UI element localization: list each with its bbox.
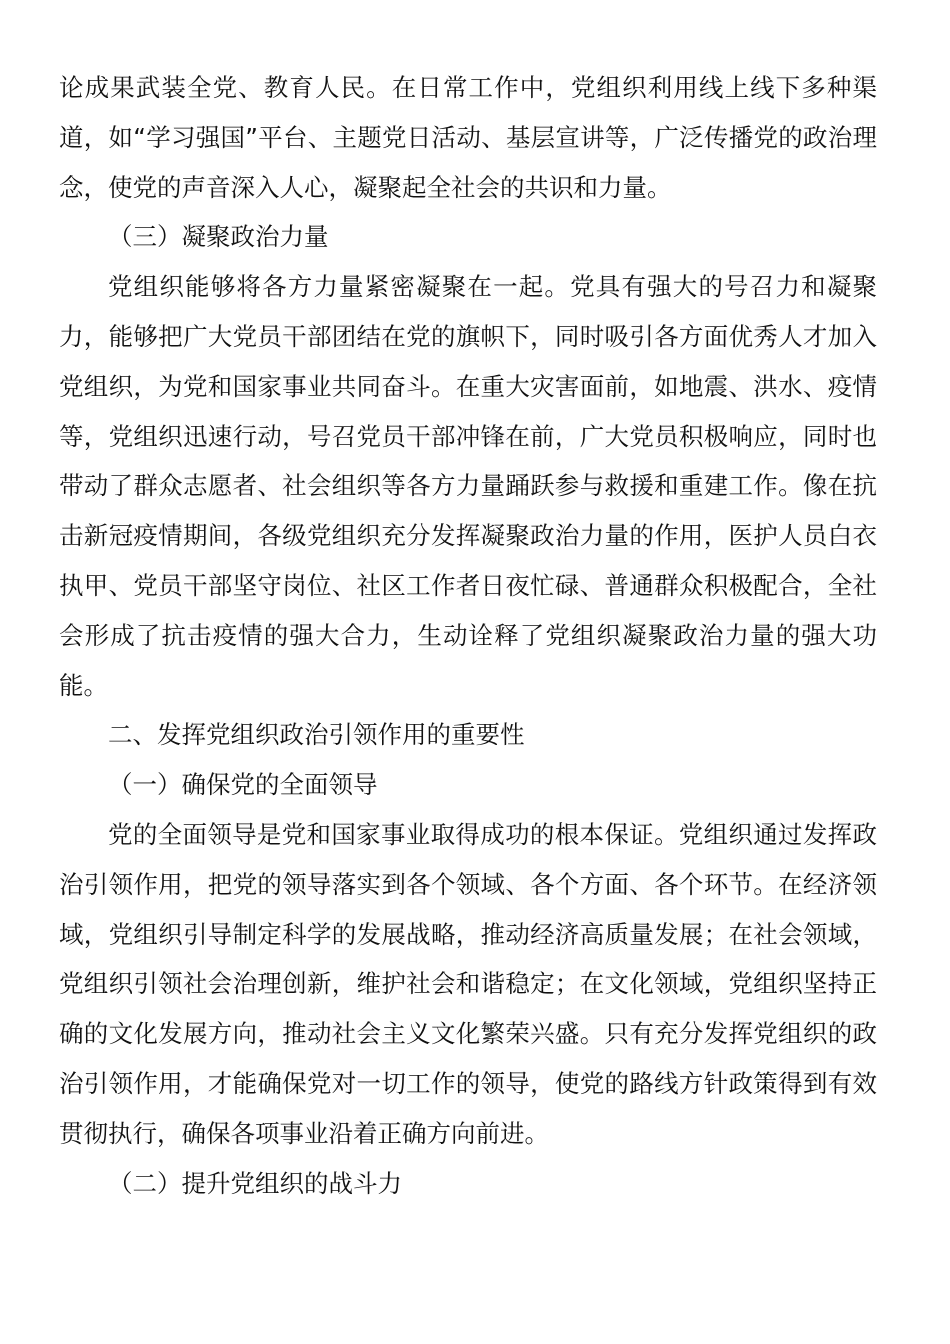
paragraph-unite-political-strength: 党组织能够将各方力量紧密凝聚在一起。党具有强大的号召力和凝聚力，能够把广大党员干部团结在党的旗帜下，同时吸引各方面优秀人才加入党组织，为党和国家事业共同奋斗。在重大灾害面前，如地震、洪水、疫情等，党组织迅速行动，号召党员干部冲锋在前，广大党员积极响应，同时也带动了群众志愿者、社会组织等各方力量踊跃参与救援和重建工作。像在抗击新冠疫情期间，各级党组织充分发挥凝聚政治力量的作用，医护人员白衣执甲、党员干部坚守岗位、社区工作者日夜忙碌、普通群众积极配合，全社会形成了抗击疫情的强大合力，生动诠释了党组织凝聚政治力量的强大功能。 [59, 272, 877, 700]
paragraph-continued-theory: 论成果武装全党、教育人民。在日常工作中，党组织利用线上线下多种渠道，如“学习强国”平台、主题党日活动、基层宣讲等，广泛传播党的政治理念，使党的声音深入人心，凝聚起全社会的共识和力量。 [59, 73, 877, 202]
heading-unite-political-strength: （三）凝聚政治力量 [108, 222, 329, 252]
heading-enhance-combat-effectiveness: （二）提升党组织的战斗力 [108, 1168, 402, 1198]
paragraph-ensure-overall-leadership: 党的全面领导是党和国家事业取得成功的根本保证。党组织通过发挥政治引领作用，把党的领导落实到各个领域、各个方面、各个环节。在经济领域，党组织引导制定科学的发展战略，推动经济高质量发展；在社会领域，党组织引领社会治理创新，维护社会和谐稳定；在文化领域，党组织坚持正确的文化发展方向，推动社会主义文化繁荣兴盛。只有充分发挥党组织的政治引领作用，才能确保党对一切工作的领导，使党的路线方针政策得到有效贯彻执行，确保各项事业沿着正确方向前进。 [59, 819, 877, 1148]
document-body [59, 63, 877, 1208]
heading-ensure-overall-leadership: （一）确保党的全面领导 [108, 770, 378, 800]
heading-importance-of-political-leadership: 二、发挥党组织政治引领作用的重要性 [108, 720, 525, 750]
